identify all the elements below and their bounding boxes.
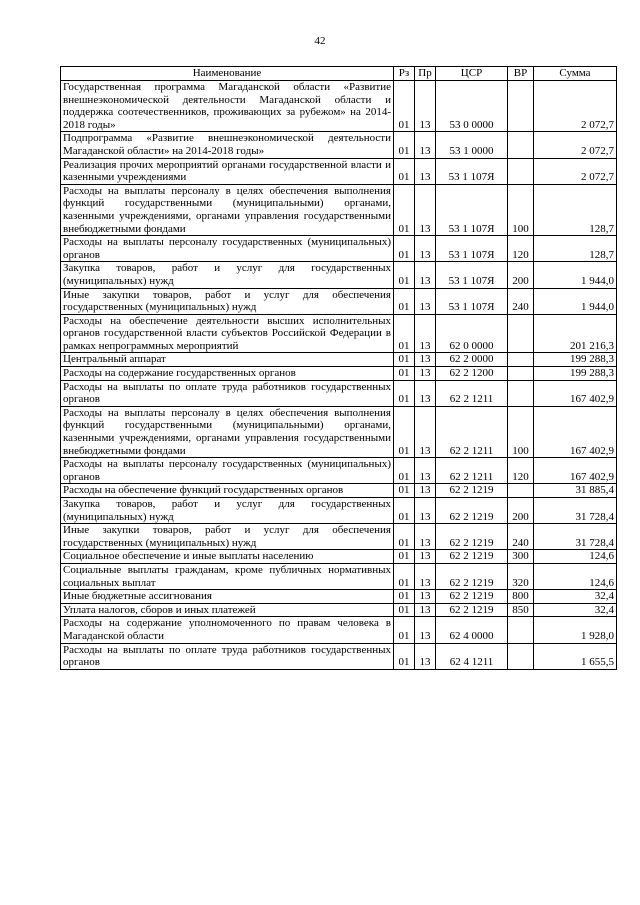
cell-vr bbox=[508, 158, 534, 184]
cell-name: Уплата налогов, сборов и иных платежей bbox=[61, 603, 394, 617]
cell-vr: 850 bbox=[508, 603, 534, 617]
cell-name: Закупка товаров, работ и услуг для государственных (муниципальных) нужд bbox=[61, 498, 394, 524]
cell-rz: 01 bbox=[394, 184, 415, 235]
cell-rz: 01 bbox=[394, 406, 415, 457]
table-row bbox=[61, 458, 617, 484]
table-header bbox=[61, 67, 617, 81]
cell-name: Расходы на выплаты по оплате труда работников государственных органов bbox=[61, 643, 394, 669]
cell-sum: 32,4 bbox=[534, 590, 617, 604]
cell-sum: 201 216,3 bbox=[534, 314, 617, 353]
cell-vr bbox=[508, 367, 534, 381]
cell-rz: 01 bbox=[394, 643, 415, 669]
budget-table bbox=[60, 66, 617, 670]
cell-rz: 01 bbox=[394, 262, 415, 288]
table-row bbox=[61, 262, 617, 288]
cell-name: Расходы на обеспечение деятельности высших исполнительных органов государственной власти субъектов Российской Федерации в рамках непрограммных мероприятий bbox=[61, 314, 394, 353]
cell-vr: 200 bbox=[508, 262, 534, 288]
cell-pr: 13 bbox=[415, 288, 436, 314]
cell-name: Иные закупки товаров, работ и услуг для обеспечения государственных (муниципальных) нужд bbox=[61, 524, 394, 550]
cell-csr: 62 2 1219 bbox=[436, 550, 508, 564]
cell-pr: 13 bbox=[415, 158, 436, 184]
table-row bbox=[61, 353, 617, 367]
cell-pr: 13 bbox=[415, 603, 436, 617]
header-pr: Пр bbox=[415, 67, 436, 81]
table-row bbox=[61, 288, 617, 314]
cell-rz: 01 bbox=[394, 563, 415, 589]
cell-csr: 53 1 107Я bbox=[436, 158, 508, 184]
cell-rz: 01 bbox=[394, 617, 415, 643]
cell-pr: 13 bbox=[415, 367, 436, 381]
cell-rz: 01 bbox=[394, 367, 415, 381]
header-vr: ВР bbox=[508, 67, 534, 81]
table-row bbox=[61, 236, 617, 262]
cell-vr: 200 bbox=[508, 498, 534, 524]
cell-sum: 1 944,0 bbox=[534, 262, 617, 288]
cell-name: Иные закупки товаров, работ и услуг для обеспечения государственных (муниципальных) нужд bbox=[61, 288, 394, 314]
table-row bbox=[61, 524, 617, 550]
cell-pr: 13 bbox=[415, 563, 436, 589]
cell-vr: 300 bbox=[508, 550, 534, 564]
cell-name: Расходы на содержание государственных органов bbox=[61, 367, 394, 381]
cell-pr: 13 bbox=[415, 184, 436, 235]
cell-csr: 62 2 1219 bbox=[436, 590, 508, 604]
cell-vr: 120 bbox=[508, 458, 534, 484]
table-row bbox=[61, 563, 617, 589]
header-row bbox=[61, 67, 617, 81]
table-row bbox=[61, 380, 617, 406]
cell-vr bbox=[508, 617, 534, 643]
cell-sum: 2 072,7 bbox=[534, 158, 617, 184]
cell-rz: 01 bbox=[394, 353, 415, 367]
header-sum: Сумма bbox=[534, 67, 617, 81]
table-row bbox=[61, 643, 617, 669]
cell-csr: 62 2 1219 bbox=[436, 484, 508, 498]
cell-name: Расходы на содержание уполномоченного по правам человека в Магаданской области bbox=[61, 617, 394, 643]
cell-vr: 320 bbox=[508, 563, 534, 589]
cell-sum: 31 728,4 bbox=[534, 498, 617, 524]
cell-csr: 62 2 1219 bbox=[436, 498, 508, 524]
cell-vr: 120 bbox=[508, 236, 534, 262]
cell-csr: 62 2 1211 bbox=[436, 406, 508, 457]
cell-sum: 2 072,7 bbox=[534, 81, 617, 132]
cell-vr bbox=[508, 314, 534, 353]
cell-pr: 13 bbox=[415, 590, 436, 604]
table-row bbox=[61, 590, 617, 604]
table-row bbox=[61, 406, 617, 457]
cell-csr: 53 0 0000 bbox=[436, 81, 508, 132]
table-row bbox=[61, 367, 617, 381]
cell-sum: 167 402,9 bbox=[534, 406, 617, 457]
cell-pr: 13 bbox=[415, 484, 436, 498]
cell-csr: 53 1 107Я bbox=[436, 262, 508, 288]
cell-rz: 01 bbox=[394, 603, 415, 617]
cell-pr: 13 bbox=[415, 550, 436, 564]
cell-sum: 124,6 bbox=[534, 563, 617, 589]
cell-rz: 01 bbox=[394, 288, 415, 314]
cell-csr: 53 1 0000 bbox=[436, 132, 508, 158]
cell-sum: 2 072,7 bbox=[534, 132, 617, 158]
table-row bbox=[61, 158, 617, 184]
cell-sum: 1 928,0 bbox=[534, 617, 617, 643]
header-rz: Рз bbox=[394, 67, 415, 81]
cell-sum: 167 402,9 bbox=[534, 458, 617, 484]
cell-csr: 53 1 107Я bbox=[436, 288, 508, 314]
cell-vr: 800 bbox=[508, 590, 534, 604]
cell-csr: 62 2 1211 bbox=[436, 458, 508, 484]
cell-sum: 1 944,0 bbox=[534, 288, 617, 314]
cell-vr: 240 bbox=[508, 288, 534, 314]
cell-sum: 128,7 bbox=[534, 184, 617, 235]
page-number: 42 bbox=[314, 35, 326, 47]
header-csr: ЦСР bbox=[436, 67, 508, 81]
cell-name: Подпрограмма «Развитие внешнеэкономической деятельности Магаданской области» на 2014-2018 годы» bbox=[61, 132, 394, 158]
cell-name: Расходы на обеспечение функций государственных органов bbox=[61, 484, 394, 498]
table-row bbox=[61, 132, 617, 158]
table-row bbox=[61, 617, 617, 643]
cell-vr bbox=[508, 484, 534, 498]
cell-sum: 199 288,3 bbox=[534, 353, 617, 367]
cell-pr: 13 bbox=[415, 406, 436, 457]
cell-name: Иные бюджетные ассигнования bbox=[61, 590, 394, 604]
header-name: Наименование bbox=[61, 67, 394, 81]
table-row bbox=[61, 603, 617, 617]
table-row bbox=[61, 550, 617, 564]
table-row bbox=[61, 498, 617, 524]
cell-pr: 13 bbox=[415, 643, 436, 669]
cell-sum: 167 402,9 bbox=[534, 380, 617, 406]
cell-pr: 13 bbox=[415, 314, 436, 353]
table-row bbox=[61, 81, 617, 132]
cell-name: Расходы на выплаты по оплате труда работников государственных органов bbox=[61, 380, 394, 406]
cell-name: Государственная программа Магаданской области «Развитие внешнеэкономической деятельности Магаданской области и поддержка соотечественников, проживающих за рубежом» на 2014-2018 годы» bbox=[61, 81, 394, 132]
cell-sum: 32,4 bbox=[534, 603, 617, 617]
cell-name: Расходы на выплаты персоналу в целях обеспечения выполнения функций государственными (муниципальными) органами, казенными учреждениями, органами управления государственными внебюджетными фондами bbox=[61, 184, 394, 235]
cell-name: Расходы на выплаты персоналу государственных (муниципальных) органов bbox=[61, 458, 394, 484]
cell-csr: 62 4 1211 bbox=[436, 643, 508, 669]
cell-pr: 13 bbox=[415, 236, 436, 262]
cell-name: Закупка товаров, работ и услуг для государственных (муниципальных) нужд bbox=[61, 262, 394, 288]
cell-csr: 62 2 1219 bbox=[436, 603, 508, 617]
cell-name: Реализация прочих мероприятий органами государственной власти и казенными учреждениями bbox=[61, 158, 394, 184]
cell-csr: 62 2 1200 bbox=[436, 367, 508, 381]
cell-rz: 01 bbox=[394, 158, 415, 184]
cell-pr: 13 bbox=[415, 353, 436, 367]
cell-csr: 62 0 0000 bbox=[436, 314, 508, 353]
cell-name: Центральный аппарат bbox=[61, 353, 394, 367]
cell-csr: 62 4 0000 bbox=[436, 617, 508, 643]
cell-csr: 62 2 1219 bbox=[436, 524, 508, 550]
cell-rz: 01 bbox=[394, 132, 415, 158]
cell-sum: 199 288,3 bbox=[534, 367, 617, 381]
cell-pr: 13 bbox=[415, 262, 436, 288]
cell-name: Социальные выплаты гражданам, кроме публичных нормативных социальных выплат bbox=[61, 563, 394, 589]
cell-pr: 13 bbox=[415, 524, 436, 550]
table-row bbox=[61, 184, 617, 235]
cell-sum: 31 728,4 bbox=[534, 524, 617, 550]
cell-pr: 13 bbox=[415, 380, 436, 406]
cell-sum: 1 655,5 bbox=[534, 643, 617, 669]
cell-pr: 13 bbox=[415, 81, 436, 132]
cell-rz: 01 bbox=[394, 380, 415, 406]
cell-vr bbox=[508, 643, 534, 669]
cell-vr: 100 bbox=[508, 406, 534, 457]
cell-csr: 62 2 1211 bbox=[436, 380, 508, 406]
cell-vr bbox=[508, 81, 534, 132]
table-body bbox=[61, 81, 617, 670]
cell-pr: 13 bbox=[415, 458, 436, 484]
cell-sum: 124,6 bbox=[534, 550, 617, 564]
table-row bbox=[61, 314, 617, 353]
cell-sum: 31 885,4 bbox=[534, 484, 617, 498]
cell-rz: 01 bbox=[394, 458, 415, 484]
cell-vr bbox=[508, 380, 534, 406]
cell-csr: 53 1 107Я bbox=[436, 184, 508, 235]
cell-pr: 13 bbox=[415, 132, 436, 158]
cell-vr: 100 bbox=[508, 184, 534, 235]
cell-rz: 01 bbox=[394, 236, 415, 262]
cell-rz: 01 bbox=[394, 550, 415, 564]
cell-rz: 01 bbox=[394, 314, 415, 353]
cell-rz: 01 bbox=[394, 498, 415, 524]
cell-name: Расходы на выплаты персоналу в целях обеспечения выполнения функций государственными (муниципальными) органами, казенными учреждениями, органами управления государственными внебюджетными фондами bbox=[61, 406, 394, 457]
cell-rz: 01 bbox=[394, 524, 415, 550]
cell-rz: 01 bbox=[394, 484, 415, 498]
cell-name: Социальное обеспечение и иные выплаты населению bbox=[61, 550, 394, 564]
cell-sum: 128,7 bbox=[534, 236, 617, 262]
cell-rz: 01 bbox=[394, 81, 415, 132]
cell-csr: 62 2 1219 bbox=[436, 563, 508, 589]
table-row bbox=[61, 484, 617, 498]
cell-rz: 01 bbox=[394, 590, 415, 604]
cell-pr: 13 bbox=[415, 498, 436, 524]
cell-csr: 53 1 107Я bbox=[436, 236, 508, 262]
cell-vr bbox=[508, 353, 534, 367]
cell-vr: 240 bbox=[508, 524, 534, 550]
cell-name: Расходы на выплаты персоналу государственных (муниципальных) органов bbox=[61, 236, 394, 262]
cell-vr bbox=[508, 132, 534, 158]
cell-pr: 13 bbox=[415, 617, 436, 643]
cell-csr: 62 2 0000 bbox=[436, 353, 508, 367]
